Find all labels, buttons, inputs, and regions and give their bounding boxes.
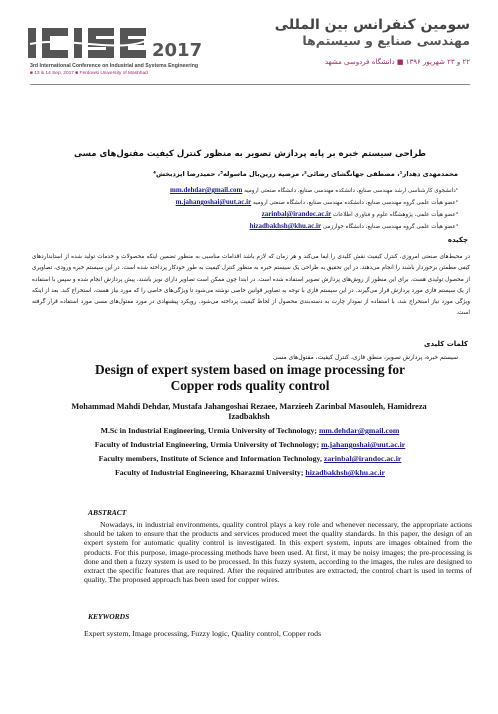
affiliation-fa <box>170 198 458 206</box>
affiliation-fa-text: ⁴عضو هیأت علمی گروه مهندسی صنایع، دانشگاه خوارزمی <box>322 224 458 230</box>
paper-title-fa: طراحی سیستم خبره بر پایه پردازش تصویر به منظور کنترل کیفیت مفتول‌های مسی <box>74 149 426 159</box>
logo-year: 2017 <box>152 40 203 61</box>
abstract-heading-fa: چکیده <box>447 236 468 244</box>
conference-banner <box>28 14 474 82</box>
author-email[interactable]: zarinbal@irandoc.ac.ir <box>261 210 332 218</box>
affiliation-fa-text: ³عضو هیأت علمی، پژوهشگاه علوم و فناوری اطلاعات <box>332 212 458 218</box>
affiliation-fa <box>256 210 458 218</box>
author-email[interactable]: hizadbakhsh@khu.ac.ir <box>305 468 385 477</box>
author-email[interactable]: m.jahangoshai@uut.ac.ir <box>175 198 252 206</box>
affiliation-fa-text: ²عضو هیأت علمی گروه مهندسی صنایع، دانشکده مهندسی صنایع، دانشگاه صنعتی ارومیه <box>252 200 458 206</box>
conference-logo <box>28 24 204 62</box>
keywords-en: Expert system, Image processing, Fuzzy logic, Quality control, Copper rods <box>84 629 322 638</box>
author-email[interactable]: mm.dehdar@gmail.com <box>170 186 243 194</box>
author-email[interactable]: mm.dehdar@gmail.com <box>318 426 400 435</box>
affiliation-en <box>30 440 470 449</box>
affiliation-en <box>30 454 470 463</box>
affiliation-fa <box>244 222 458 230</box>
affiliation-fa-text: ¹دانشجوی کارشناسی ارشد مهندسی صنایع، دانشکده مهندسی صنایع، دانشگاه صنعتی ارومیه <box>244 188 458 194</box>
keywords-heading-en: KEYWORDS <box>88 612 130 621</box>
keywords-fa: سیستم خبره، پردازش تصویر، منطق فازی، کنترل کیفیت، مفتول‌های مسی <box>273 354 458 361</box>
author-email[interactable]: m.jahangoshai@uut.ac.ir <box>321 440 406 449</box>
affiliation-en-text: Faculty of Industrial Engineering, Urmia University of Technology; <box>94 440 322 449</box>
conference-date-en: ■ 13 & 14 Sep, 2017 ■ Ferdowsi University of Mashhad <box>30 71 148 76</box>
paper-title-en: Design of expert system based on image processing for Copper rods quality control <box>95 362 405 393</box>
authors-fa: محمدمهدی دهدار¹، مصطفی جهانگشای رضائی²، مرضیه زرین‌بال ماسوله³، حمیدرضا ایزدبخش⁴ <box>153 170 458 178</box>
author-email[interactable]: zarinbal@irandoc.ac.ir <box>323 454 402 463</box>
affiliation-fa <box>164 186 458 194</box>
authors-en: Mohammad Mahdi Dehdar, Mustafa Jahangoshai Rezaee, Marzieeh Zarinbal Masouleh, Hamidreza Izadbakhsh <box>71 402 427 421</box>
affiliation-en-text: Faculty of Industrial Engineering, Kharazmi University; <box>115 468 306 477</box>
affiliation-en <box>30 468 470 477</box>
header-divider <box>30 84 470 85</box>
affiliation-en-text: Faculty members, Institute of Science and Information Technology, <box>98 454 324 463</box>
abstract-fa: در محیط‌های صنعتی امروزی، کنترل کیفیت نقش کلیدی را ایفا می‌کند و هر زمان که لازم باشد اقدامات مناسبی به منظور تضمین اینکه محصولات و خدمات تولید شده از استانداردهای کیفی مطمئن برخوردار باشند را انجام می‌دهند. در این تحقیق به طراحی یک سیستم خبره به منظور کنترل کیفیت به طور خودکار پرداخته شده است. در این سیستم خبره ورودی، تصاویری از محصول تولیدی هست. برای این منظور از روش‌های پردازش تصویر استفاده شده است. در ابتدا چون ممکن است تصاویر دارای نویز باشند، پیش پردازش انجام شده و سپس با استفاده از یک سیستم فازی مورد پردازش قرار می‌گیرند. در این سیستم فازی با توجه به تصاویر قوانین خاصی نوشته می‌شود تا ویژگی‌های خاصی را که مورد نیاز هست، استخراج کند. بعد از اینکه ویژگی مورد نیاز استخراج شد، با استفاده از نمودار چارت به دسته‌بندی محصول از لحاظ کیفیت پرداخته می‌شود. رویکرد پیشنهادی در مورد مفتول‌های مسی مورد استفاده قرار گرفته است. <box>32 254 470 317</box>
conference-title-en: 3rd International Conference on Industrial and Systems Engineering <box>30 63 199 69</box>
conference-title-fa <box>200 18 470 48</box>
conference-date-fa: ۲۲ و ۲۳ شهریور ۱۳۹۶ ■ دانشگاه فردوسی مشهد <box>324 58 470 66</box>
abstract-en: Nowadays, in industrial environments, quality control plays a key role and whenever necessary, the appropriate actions should be taken to ensure that the products and services produced meet the quality standards. In this paper, the design of an expert system for automatic quality control is investigated. In this expert system, inputs are images obtained from the products. For this purpose, image-processing methods have been used. At first, it may be noisy images; the pre-processing is done and then a fuzzy system is used to be processed. In this fuzzy system, according to the images, the rules are designed to extract the specific features that are required. After the required attributes are extracted, the control chart is used in terms of quality. The proposed approach has been used for copper wires. <box>84 520 472 585</box>
keywords-heading-fa: کلمات کلیدی <box>424 340 468 348</box>
abstract-heading-en: ABSTRACT <box>88 508 127 517</box>
affiliation-en-text: M.Sc in Industrial Engineering, Urmia University of Technology; <box>100 426 319 435</box>
conference-title-fa-line1: سومین کنفرانس بین المللی <box>274 17 470 33</box>
affiliation-en <box>30 426 470 435</box>
conference-title-fa-line2: مهندسی صنایع و سیستم‌ها <box>302 33 470 48</box>
author-email[interactable]: hizadbakhsh@khu.ac.ir <box>249 222 322 230</box>
